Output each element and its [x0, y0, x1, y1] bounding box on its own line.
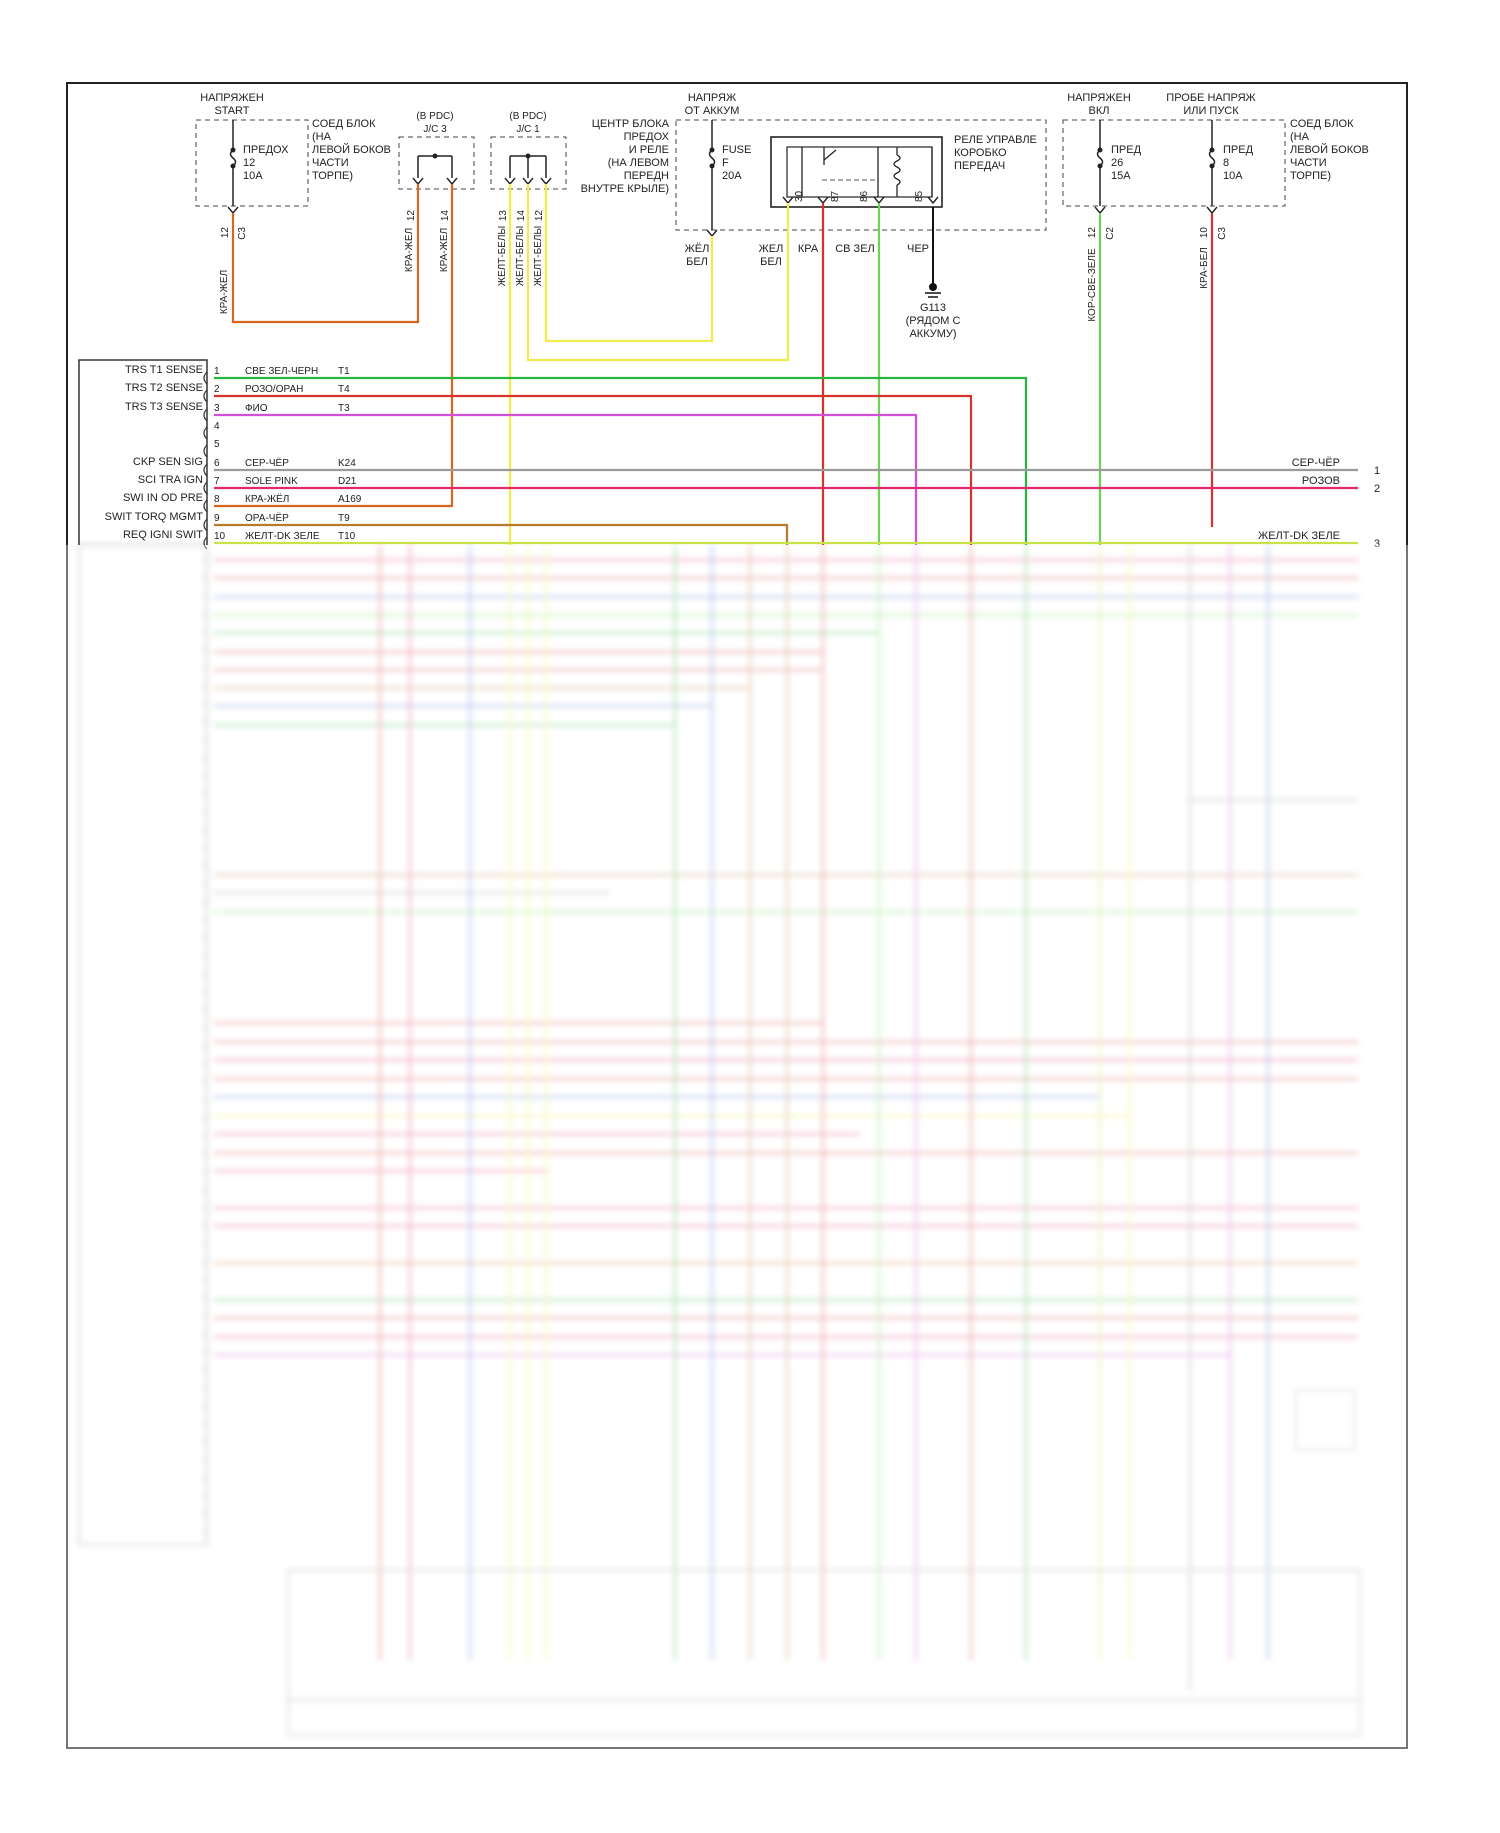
module-pin-num: 3 [214, 403, 220, 414]
ign-wire-label: КОР-СВЕ-ЗЕЛЕ [1087, 248, 1098, 322]
wire-label-lt-green: СВ ЗЕЛ [835, 243, 875, 255]
module-pin-circuit: D21 [338, 476, 357, 487]
wire-pin1 [214, 378, 1026, 545]
run-pin-label: 10 [1199, 227, 1210, 239]
ground-label: G113 (РЯДОМ С АККУМУ) [905, 302, 961, 340]
ground-point [929, 283, 937, 291]
fuse-f-label: FUSE F 20A [722, 144, 752, 182]
jc3-label: (В PDC) J/C 3 [416, 111, 454, 135]
jc1-wire-c: ЖЕЛТ-БЕЛЫ [533, 225, 544, 287]
module-pin-name: CKP SEN SIG [132, 456, 203, 468]
relay-label: РЕЛЕ УПРАВЛЕ КОРОБКО ПЕРЕДАЧ [954, 134, 1037, 172]
module-pin-num: 9 [214, 513, 220, 524]
module-pin-wire: ФИО [245, 403, 268, 414]
jc1-wire-b: ЖЕЛТ-БЕЛЫ [515, 225, 526, 287]
module-pin-wire: РОЗО/ОРАН [245, 384, 304, 395]
module-pin-wire: SOLE PINK [245, 476, 298, 487]
jc3-pin-a: 12 [406, 210, 417, 222]
relay-pin-86: 86 [859, 190, 870, 202]
module-pin-num: 4 [214, 421, 220, 432]
jc3-wire-b: КРА-ЖЕЛ [439, 227, 450, 273]
module-pin-name: TRS T2 SENSE [124, 382, 203, 394]
start-voltage-label: НАПРЯЖЕН START [200, 92, 264, 117]
module-block [79, 360, 362, 549]
right-num-2: 2 [1374, 483, 1381, 495]
module-pin-name: SCI TRA IGN [137, 474, 203, 486]
wire-start-to-jc3 [233, 184, 418, 322]
run-block-label: СОЕД БЛОК (НА ЛЕВОЙ БОКОВ ЧАСТИ ТОРПЕ) [1290, 118, 1369, 182]
ign-fuse-box [1063, 120, 1285, 206]
pdc-center-label: ЦЕНТР БЛОКА ПРЕДОХ И РЕЛЕ (НА ЛЕВОМ ПЕРЕДН ВНУТРЕ КРЫЛЕ) [580, 118, 669, 195]
module-pin-circuit: T1 [338, 366, 350, 377]
jc1-pin-a: 13 [498, 210, 509, 222]
run-voltage-label: ПРОБЕ НАПРЯЖ ИЛИ ПУСК [1166, 92, 1256, 117]
jc1-pin-b: 14 [516, 210, 527, 222]
module-pin-name: TRS T1 SENSE [124, 364, 203, 376]
wire-label-yel-wht-b: ЖЕЛ БЕЛ [758, 243, 784, 268]
right-num-3: 3 [1374, 538, 1381, 550]
module-pin-num: 5 [214, 439, 220, 450]
top-wires [214, 184, 1358, 545]
jc3-pin-b: 14 [440, 210, 451, 222]
module-pin-num: 8 [214, 494, 220, 505]
relay-pin-30: 30 [794, 190, 805, 202]
module-pin-num: 2 [214, 384, 220, 395]
ign-fuse-label: ПРЕД 26 15A [1111, 144, 1142, 182]
relay-pin-85: 85 [914, 190, 925, 202]
module-pin-num: 6 [214, 458, 220, 469]
start-fuse-label: ПРЕДОХ 12 10A [243, 144, 289, 182]
battery-voltage-label: НАПРЯЖ ОТ АККУМ [684, 92, 740, 117]
module-pin-num: 10 [214, 531, 226, 542]
module-pin-wire: ЖЕЛТ-DK ЗЕЛЕ [245, 531, 320, 542]
jc1-pin-c: 12 [534, 210, 545, 222]
battery-relay-group [581, 92, 1046, 340]
relay-pin-87: 87 [830, 190, 841, 202]
module-pin-circuit: T3 [338, 403, 350, 414]
module-pin-name: TRS T3 SENSE [124, 401, 203, 413]
wire-label-black: ЧЕР [906, 243, 930, 255]
blurred-wire [1190, 800, 1358, 1690]
jc3-wire-a: КРА-ЖЕЛ [404, 227, 415, 273]
jc1-label: (В PDC) J/C 1 [509, 111, 547, 135]
wire-label-yel-wht-a: ЖЁЛ БЕЛ [684, 243, 710, 268]
ign-fuse-group [1063, 92, 1285, 322]
run-wire-label: КРА-БЕЛ [1199, 247, 1210, 289]
relay-coil [894, 155, 900, 185]
run-conn-label: C3 [1217, 227, 1228, 240]
wire-jc1-14 [528, 184, 788, 360]
run-fuse-group [1166, 92, 1369, 289]
module-pin-circuit: A169 [338, 494, 362, 505]
start-block-label: СОЕД БЛОК (НА ЛЕВОЙ БОКОВ ЧАСТИ ТОРПЕ) [312, 118, 391, 182]
right-wire-3: ЖЕЛТ-DK ЗЕЛЕ [1258, 530, 1340, 542]
module-pin-name: REQ IGNI SWIT [122, 529, 203, 541]
module-pin-wire: ОРА-ЧЁР [245, 513, 289, 524]
start-pin-label: 12 [220, 227, 231, 239]
right-wire-1: СЕР-ЧЁР [1291, 457, 1340, 469]
module-pin-wire: СВЕ ЗЕЛ-ЧЕРН [245, 366, 319, 377]
run-fuse-label: ПРЕД 8 10A [1223, 144, 1254, 182]
start-fuse-group [196, 92, 391, 314]
start-wire-label: КРА-ЖЕЛ [219, 269, 230, 315]
junction-jc3 [399, 111, 474, 272]
module-pin-circuit: K24 [338, 458, 356, 469]
module-pin-circuit: T9 [338, 513, 350, 524]
module-pin-wire: КРА-ЖЁЛ [245, 494, 290, 505]
module-pin-num: 1 [214, 366, 220, 377]
module-pin-wire: СЕР-ЧЁР [245, 458, 289, 469]
jc1-wire-a: ЖЕЛТ-БЕЛЫ [497, 225, 508, 287]
ign-voltage-label: НАПРЯЖЕН ВКЛ [1067, 92, 1131, 117]
diagram-frame [67, 83, 1407, 1748]
right-wire-2: РОЗОВ [1301, 475, 1340, 487]
module-pin-name: SWI IN OD PRE [122, 492, 203, 504]
wire-label-red: КРА [797, 243, 819, 255]
module-pin-num: 7 [214, 476, 220, 487]
module-pin-circuit: T10 [338, 531, 356, 542]
blurred-lower-section [79, 545, 1360, 1735]
module-pin-circuit: T4 [338, 384, 350, 395]
connector-chevron [228, 207, 238, 213]
start-conn-label: C3 [237, 227, 248, 240]
right-num-1: 1 [1374, 465, 1381, 477]
ign-conn-label: C2 [1105, 227, 1116, 240]
ign-pin-label: 12 [1087, 227, 1098, 239]
module-pin-name: SWIT TORQ MGMT [104, 511, 203, 523]
